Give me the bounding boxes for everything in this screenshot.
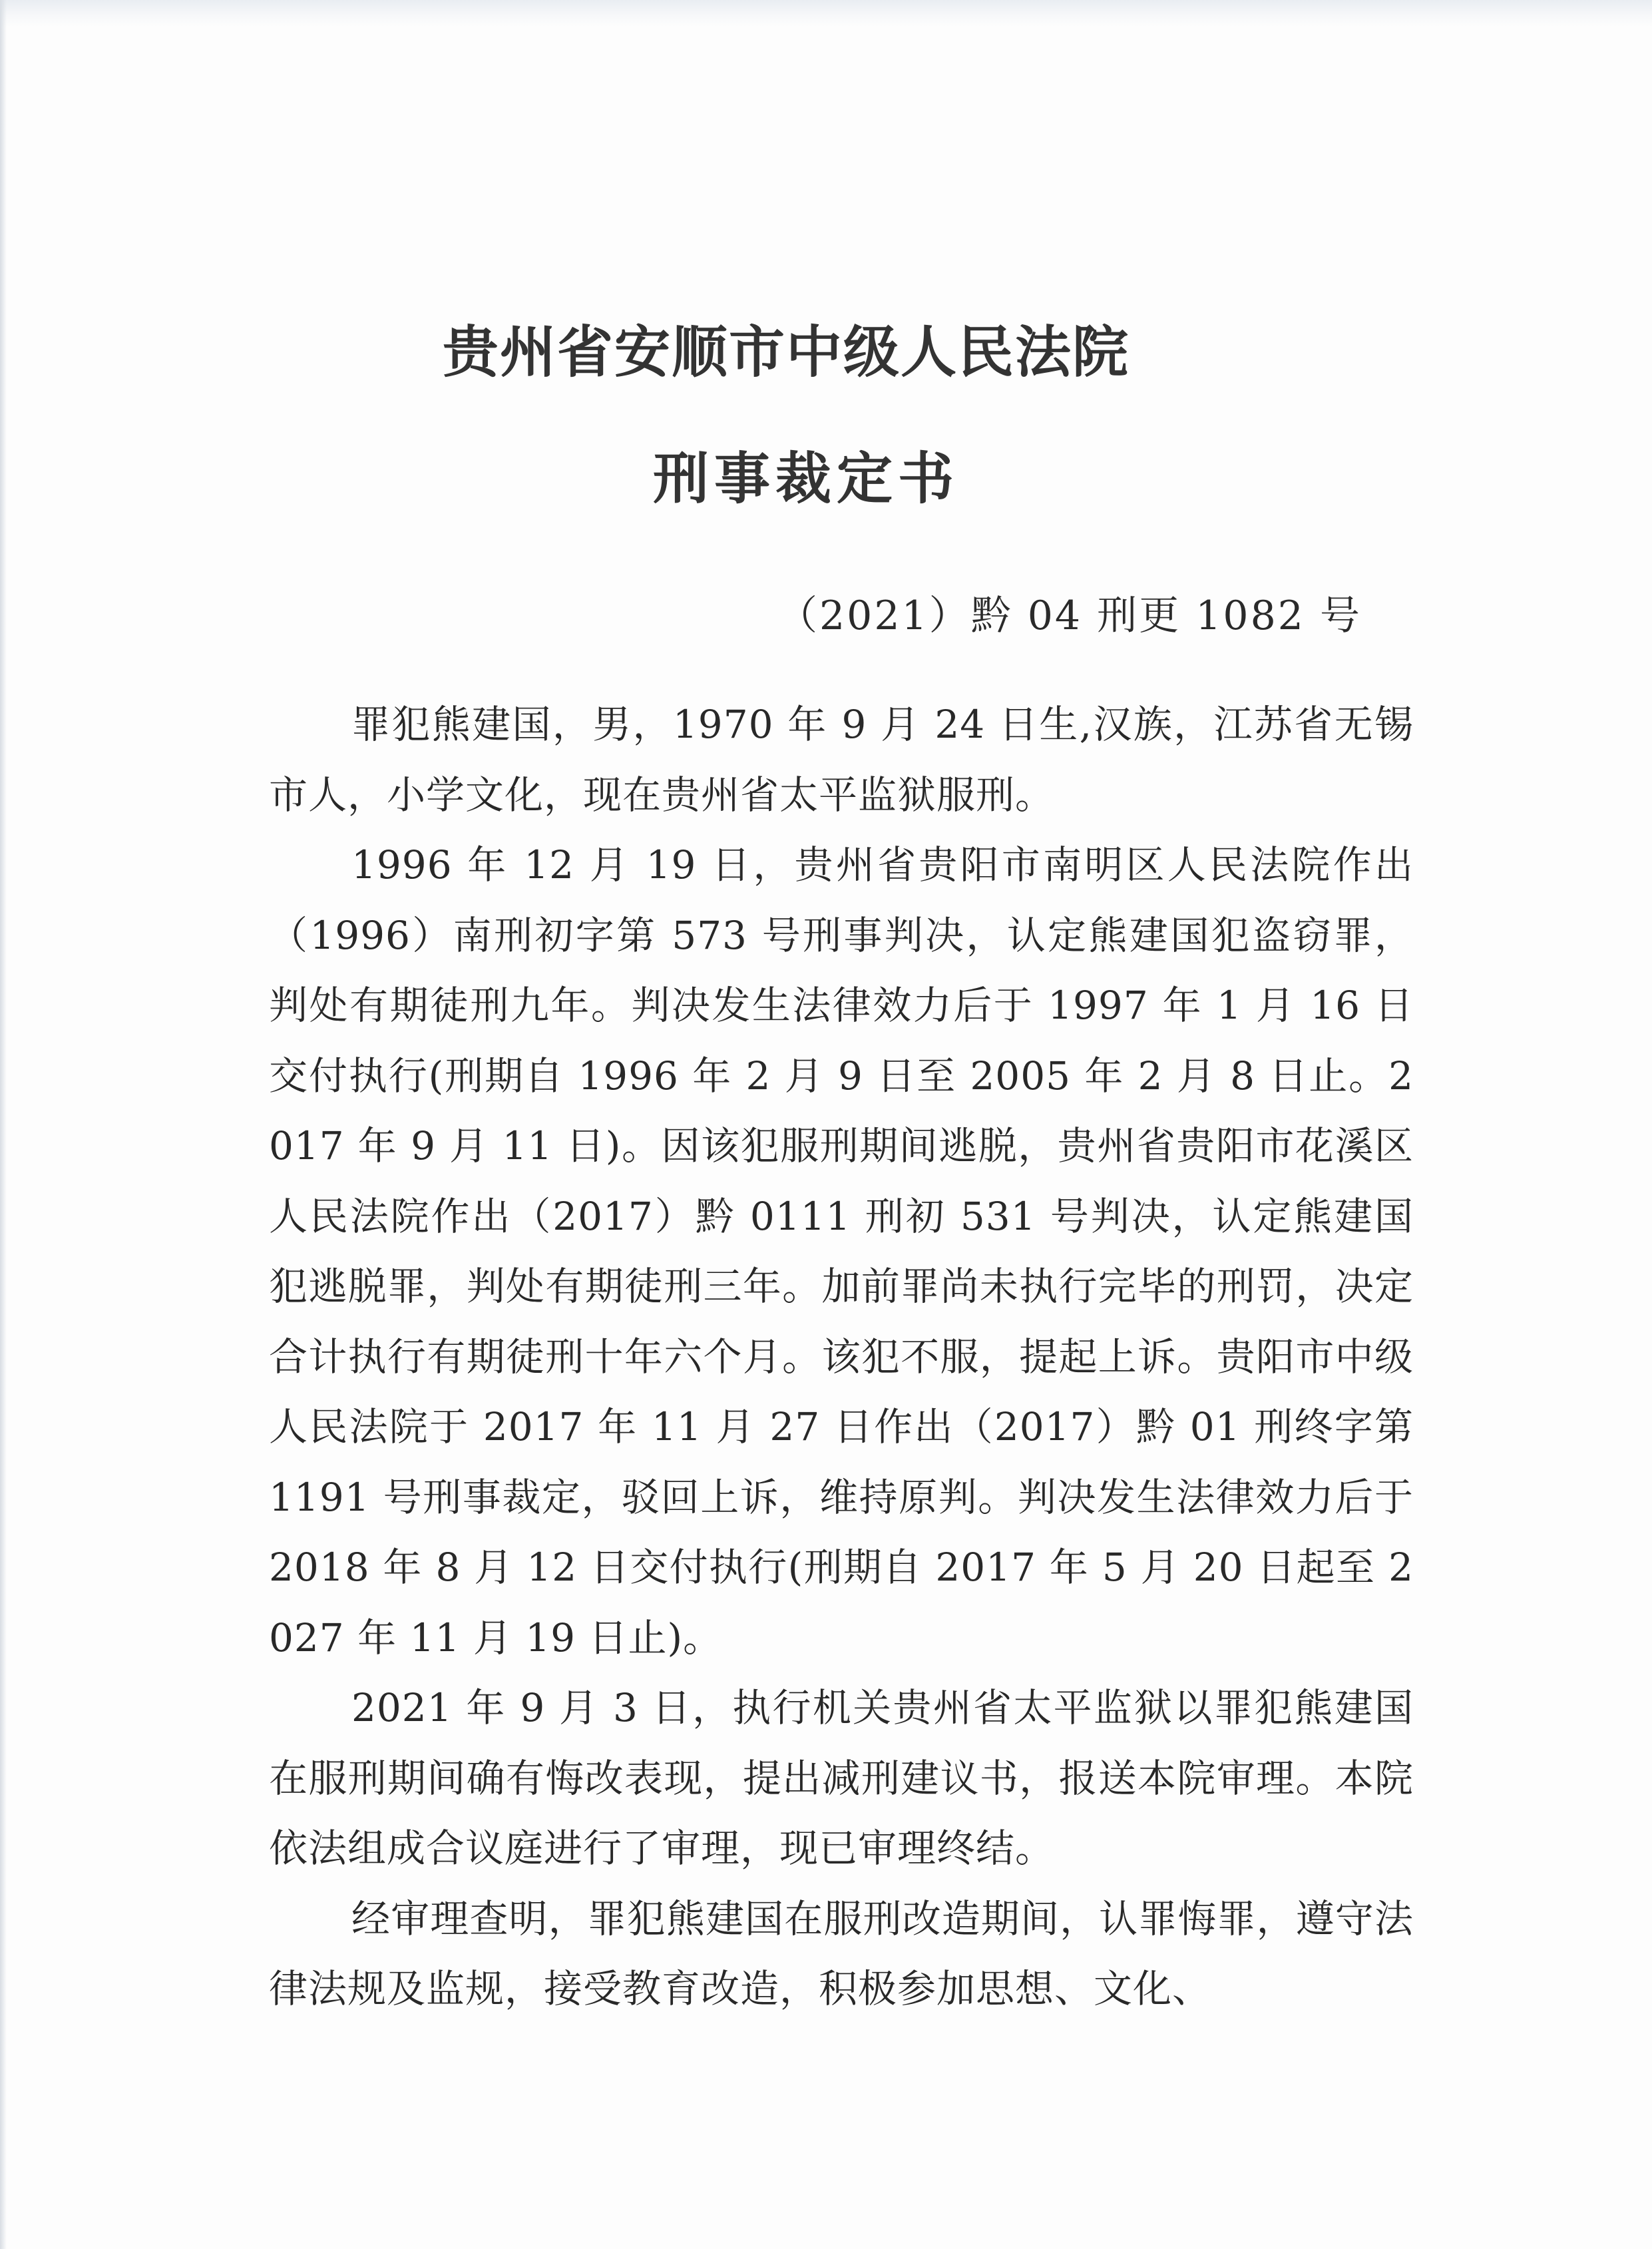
paragraph-commutation-proposal: 2021 年 9 月 3 日，执行机关贵州省太平监狱以罪犯熊建国在服刑期间确有悔改表现，提出减刑建议书，报送本院审理。本院依法组成合议庭进行了审理，现已审理终结。 xyxy=(269,1685,1414,1871)
court-name: 贵州省安顺市中级人民法院 xyxy=(442,320,1130,385)
scan-edge-top xyxy=(0,0,1652,27)
paragraph-findings: 经审理查明，罪犯熊建国在服刑改造期间，认罪悔罪，遵守法律法规及监规，接受教育改造，积极参加思想、文化、 xyxy=(269,1895,1414,2011)
paragraph-defendant-info: 罪犯熊建国，男，1970 年 9 月 24 日生,汉族，江苏省无锡市人，小学文化，现在贵州省太平监狱服刑。 xyxy=(269,702,1414,818)
paragraph-case-history: 1996 年 12 月 19 日，贵州省贵阳市南明区人民法院作出（1996）南刑初字第 573 号刑事判决，认定熊建国犯盗窃罪，判处有期徒刑九年。判决发生法律效力后于 1997 年 1 月 16 日交付执行(刑期自 1996 年 2 月 9 日至 2005 年 2 月 8 日止。2017 年 9 月 11 日)。因该犯服刑期间逃脱，贵州省贵阳市花溪区人民法院作出（2017）黔 0111 刑初 531 号判决，认定熊建国犯逃脱罪，判处有期徒刑三年。加前罪尚未执行完毕的刑罚，决定合计执行有期徒刑十年六个月。该犯不服，提起上诉。贵阳市中级人民法院于 2017 年 11 月 27 日作出（2017）黔 01 刑终字第 1191 号刑事裁定，驳回上诉，维持原判。判决发生法律效力后于 2018 年 8 月 12 日交付执行(刑期自 2017 年 5 月 20 日起至 2027 年 11 月 19 日止)。 xyxy=(269,842,1414,1660)
document-body xyxy=(269,690,1414,2025)
case-number: （2021）黔 04 刑更 1082 号 xyxy=(777,593,1362,639)
document-type: 刑事裁定书 xyxy=(652,446,959,511)
